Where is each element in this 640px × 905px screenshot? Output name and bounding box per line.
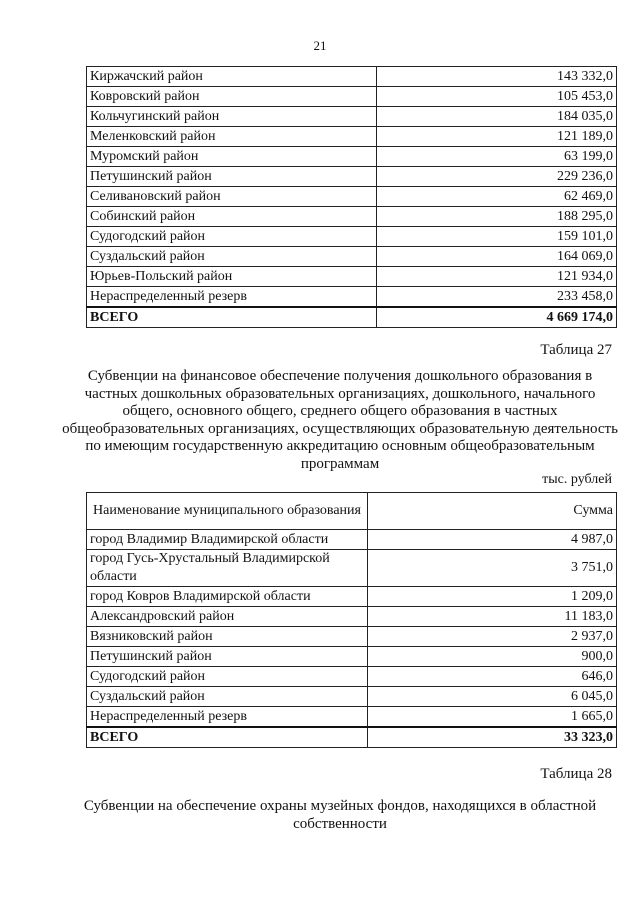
table-27-label: Таблица 27 [540, 342, 612, 358]
table-row [87, 227, 617, 247]
table-row [87, 107, 617, 127]
table-row [87, 587, 617, 607]
row-value: 62 469,0 [377, 187, 617, 207]
row-name: Кольчугинский район [87, 107, 377, 127]
row-value: 900,0 [368, 647, 617, 667]
row-name: Киржачский район [87, 67, 377, 87]
row-name: Судогодский район [87, 667, 368, 687]
table-row [87, 167, 617, 187]
row-name: Суздальский район [87, 687, 368, 707]
top-table [86, 66, 617, 328]
table-28-caption: Субвенции на обеспечение охраны музейных фондов, находящихся в областной собственности [83, 798, 597, 832]
total-label: ВСЕГО [87, 727, 368, 748]
table-row [87, 530, 617, 550]
row-name: Меленковский район [87, 127, 377, 147]
table-row [87, 687, 617, 707]
row-name: Ковровский район [87, 87, 377, 107]
total-value: 4 669 174,0 [377, 307, 617, 328]
row-value: 121 189,0 [377, 127, 617, 147]
total-label: ВСЕГО [87, 307, 377, 328]
table-total-row [87, 727, 617, 748]
row-name: Петушинский район [87, 167, 377, 187]
table-28-label: Таблица 28 [540, 766, 612, 782]
table-row [87, 127, 617, 147]
row-name: Муромский район [87, 147, 377, 167]
table-row [87, 187, 617, 207]
row-name: Вязниковский район [87, 627, 368, 647]
table-row [87, 67, 617, 87]
table-row [87, 667, 617, 687]
page-number: 21 [313, 38, 327, 53]
row-name: Нераспределенный резерв [87, 707, 368, 728]
table-27 [86, 492, 617, 748]
units-label: тыс. рублей [542, 472, 612, 487]
row-value: 4 987,0 [368, 530, 617, 550]
row-value: 229 236,0 [377, 167, 617, 187]
row-value: 121 934,0 [377, 267, 617, 287]
row-value: 188 295,0 [377, 207, 617, 227]
row-name: город Владимир Владимирской области [87, 530, 368, 550]
table-row [87, 147, 617, 167]
row-name: Селивановский район [87, 187, 377, 207]
row-value: 1 665,0 [368, 707, 617, 728]
row-value: 646,0 [368, 667, 617, 687]
row-value: 63 199,0 [377, 147, 617, 167]
table-row [87, 87, 617, 107]
row-value: 3 751,0 [368, 550, 617, 587]
total-value: 33 323,0 [368, 727, 617, 748]
table-row [87, 550, 617, 587]
row-value: 184 035,0 [377, 107, 617, 127]
row-name: Петушинский район [87, 647, 368, 667]
table-total-row [87, 307, 617, 328]
row-name: город Гусь-Хрустальный Владимирской области [87, 550, 368, 587]
row-name: Суздальский район [87, 247, 377, 267]
row-value: 164 069,0 [377, 247, 617, 267]
table-27-caption: Субвенции на финансовое обеспечение получения дошкольного образования в частных дошкольных образовательных организациях, дошкольного, начального общего, основного общего, среднего общего образования в частных общеобразовательных организациях, осуществляющих образовательную деятельность по имеющим государственную аккредитацию основным общеобразовательным программам [62, 368, 618, 472]
row-value: 233 458,0 [377, 287, 617, 308]
table-row [87, 607, 617, 627]
table-row [87, 627, 617, 647]
table-row [87, 247, 617, 267]
table-row [87, 707, 617, 728]
table-row [87, 287, 617, 308]
row-value: 1 209,0 [368, 587, 617, 607]
row-value: 143 332,0 [377, 67, 617, 87]
table-header-row [87, 493, 617, 530]
row-value: 11 183,0 [368, 607, 617, 627]
row-value: 159 101,0 [377, 227, 617, 247]
row-value: 6 045,0 [368, 687, 617, 707]
table-row [87, 647, 617, 667]
row-name: город Ковров Владимирской области [87, 587, 368, 607]
table-row [87, 207, 617, 227]
header-name: Наименование муниципального образования [87, 493, 368, 530]
table-row [87, 267, 617, 287]
row-name: Александровский район [87, 607, 368, 627]
row-name: Нераспределенный резерв [87, 287, 377, 308]
row-value: 2 937,0 [368, 627, 617, 647]
row-value: 105 453,0 [377, 87, 617, 107]
row-name: Собинский район [87, 207, 377, 227]
row-name: Судогодский район [87, 227, 377, 247]
header-sum: Сумма [368, 493, 617, 530]
row-name: Юрьев-Польский район [87, 267, 377, 287]
